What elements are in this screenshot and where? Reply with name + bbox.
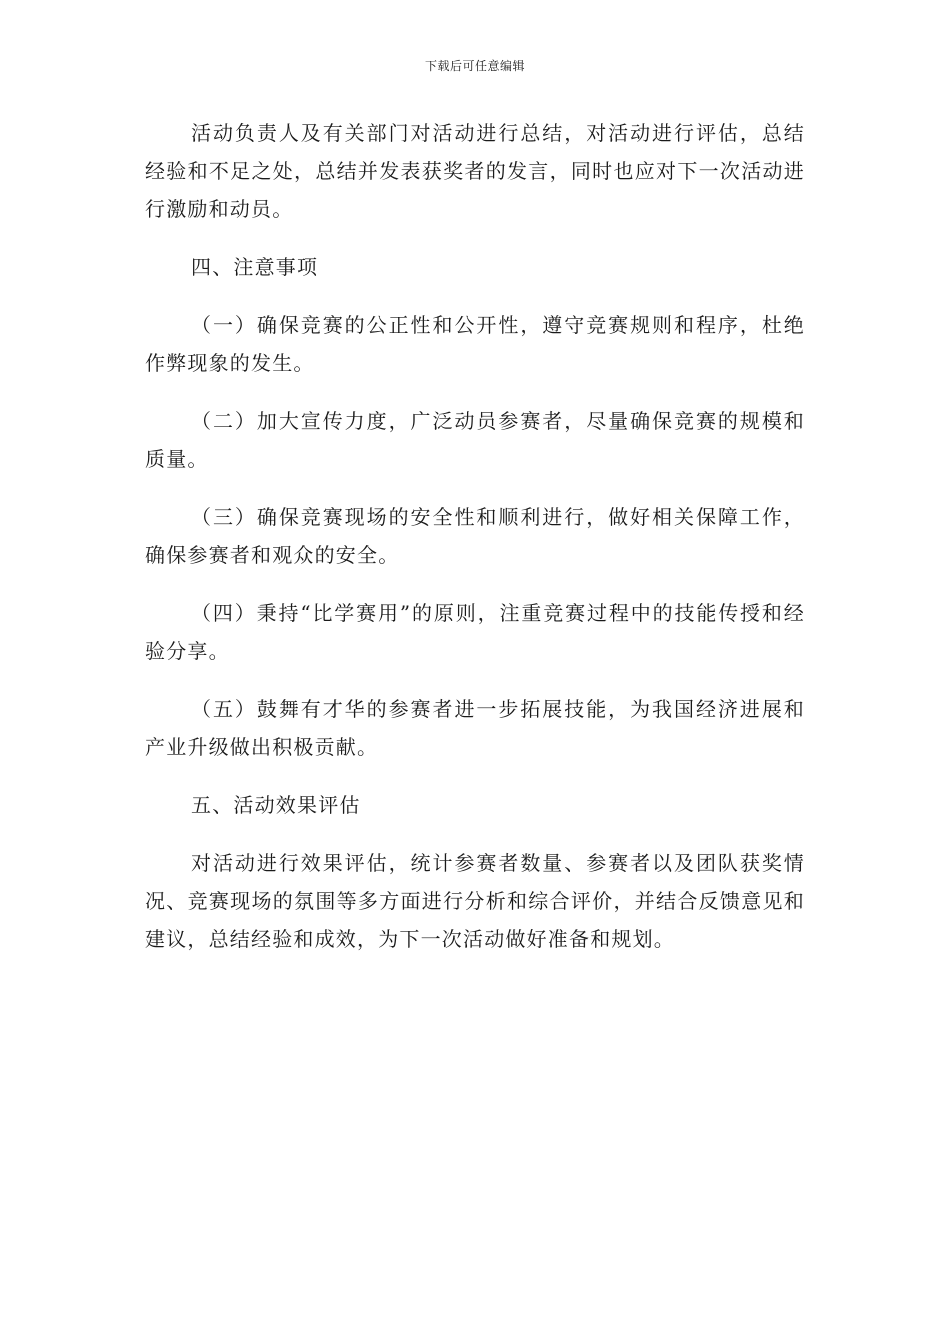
intro-paragraph: 活动负责人及有关部门对活动进行总结，对活动进行评估，总结经验和不足之处，总结并发表获奖者的发言，同时也应对下一次活动进行激励和动员。	[145, 121, 805, 221]
header-note: 下载后可任意编辑	[424, 59, 525, 73]
note-item-5: （五）鼓舞有才华的参赛者进一步拓展技能，为我国经济进展和产业升级做出积极贡献。	[145, 697, 805, 759]
evaluation-paragraph: 对活动进行效果评估，统计参赛者数量、参赛者以及团队获奖情况、竞赛现场的氛围等多方面进行分析和综合评价，并结合反馈意见和建议，总结经验和成效，为下一次活动做好准备和规划。	[145, 851, 805, 951]
note-item-4: （四）秉持“比学赛用”的原则，注重竞赛过程中的技能传授和经验分享。	[145, 601, 805, 663]
document-body	[145, 114, 805, 978]
note-item-2: （二）加大宣传力度，广泛动员参赛者，尽量确保竞赛的规模和质量。	[145, 409, 805, 471]
section-heading-evaluation: 五、活动效果评估	[191, 793, 361, 817]
note-item-3: （三）确保竞赛现场的安全性和顺利进行，做好相关保障工作，确保参赛者和观众的安全。	[145, 505, 805, 567]
note-item-1: （一）确保竞赛的公正性和公开性，遵守竞赛规则和程序，杜绝作弊现象的发生。	[145, 313, 805, 375]
section-heading-notes: 四、注意事项	[191, 255, 319, 279]
